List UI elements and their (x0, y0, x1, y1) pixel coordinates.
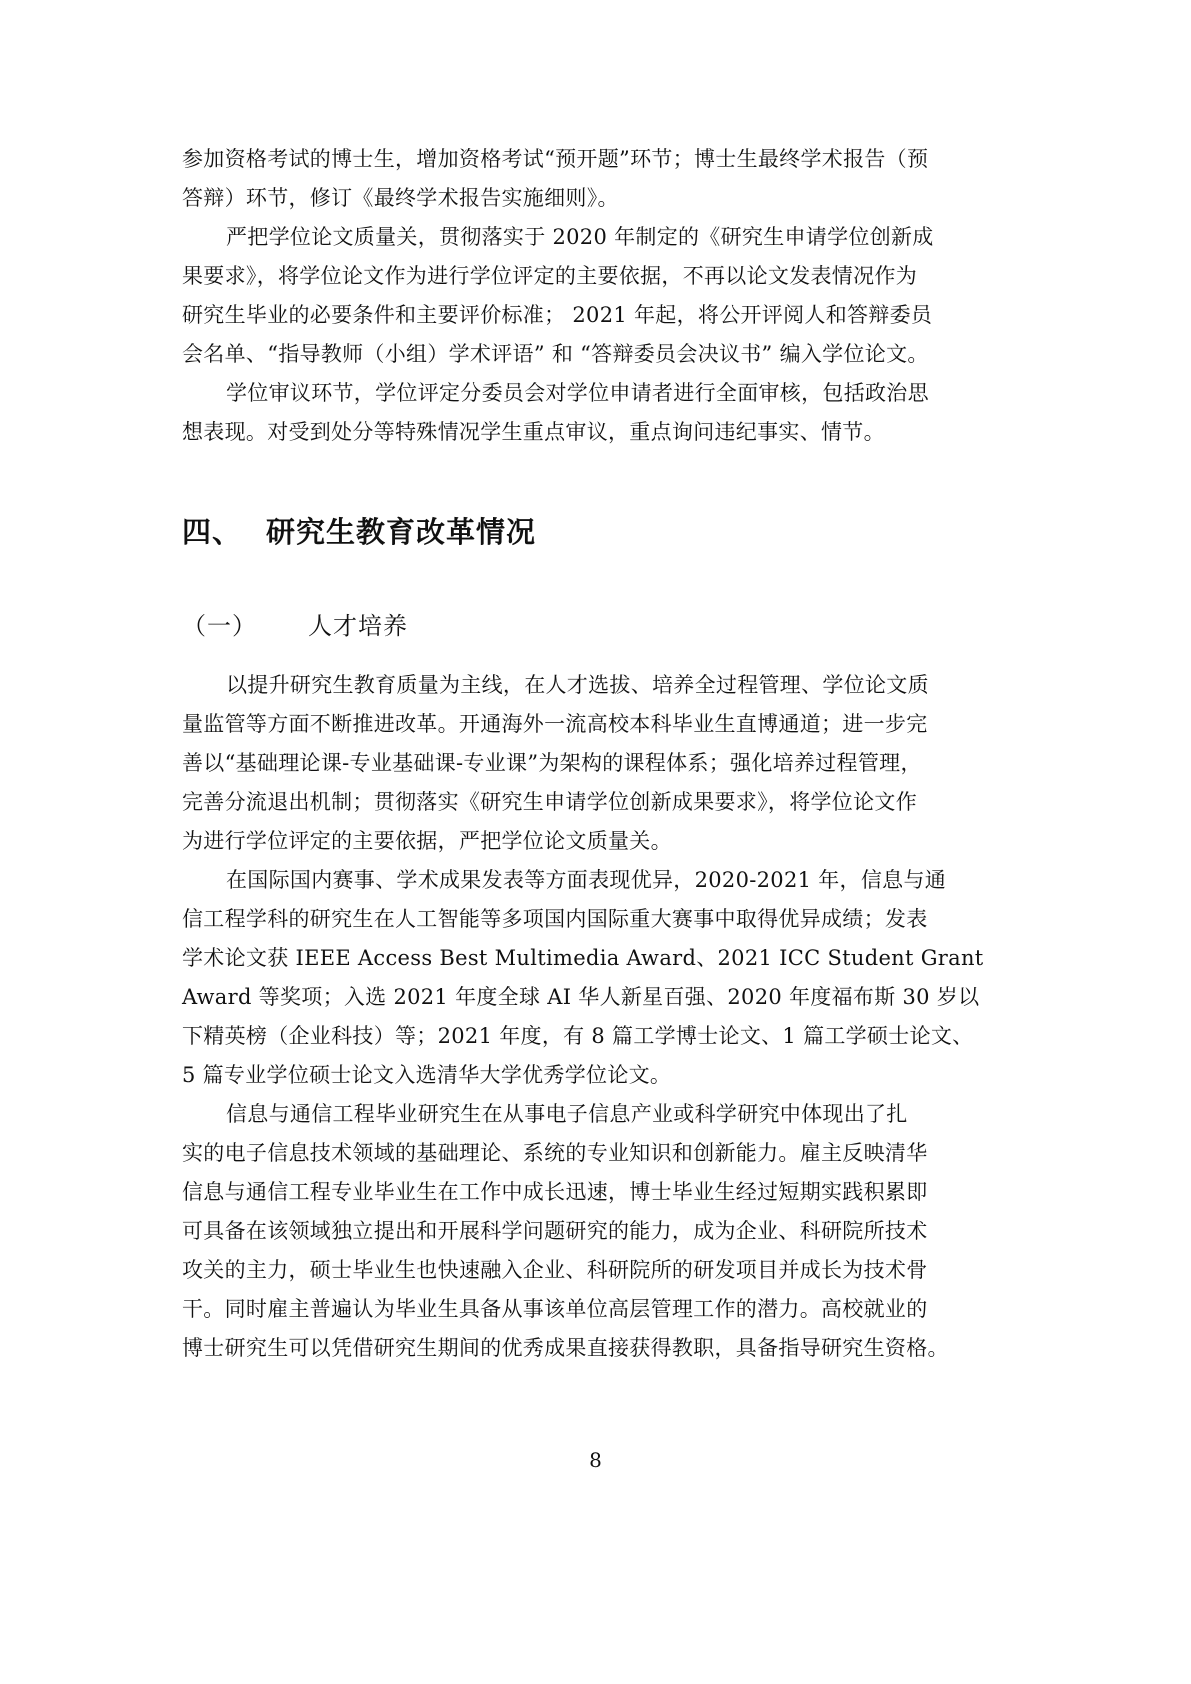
paragraph-line: 想表现。对受到处分等特殊情况学生重点审议，重点询问违纪事实、情节。 (182, 420, 885, 444)
paragraph-line: 博士研究生可以凭借研究生期间的优秀成果直接获得教职，具备指导研究生资格。 (182, 1336, 949, 1360)
paragraph-line: 量监管等方面不断推进改革。开通海外一流高校本科毕业生直博通道；进一步完 (182, 712, 928, 736)
subsection-heading-title: 人才培养 (308, 612, 408, 640)
paragraph-line: Award 等奖项；入选 2021 年度全球 AI 华人新星百强、2020 年度福布斯 30 岁以 (182, 985, 980, 1009)
section-qualification-text (182, 140, 1012, 452)
paragraph-line: 为进行学位评定的主要依据，严把学位论文质量关。 (182, 829, 672, 853)
paragraph-line: 善以“基础理论课-专业基础课-专业课”为架构的课程体系；强化培养过程管理， (182, 751, 922, 775)
section-heading-title: 研究生教育改革情况 (266, 515, 537, 549)
section-talent-cultivation-text (182, 666, 1012, 1368)
paragraph-line: 学术论文获 IEEE Access Best Multimedia Award、2021 ICC Student Grant (182, 946, 984, 970)
paragraph-line: 参加资格考试的博士生，增加资格考试“预开题”环节；博士生最终学术报告（预 (182, 147, 929, 171)
page-number: 8 (589, 1448, 602, 1472)
paragraph-line: 学位审议环节，学位评定分委员会对学位申请者进行全面审核，包括政治思 (226, 381, 929, 405)
paragraph-line: 答辩）环节，修订《最终学术报告实施细则》。 (182, 186, 619, 210)
section-heading (182, 510, 536, 551)
subsection-heading (182, 606, 408, 641)
paragraph-line: 可具备在该领域独立提出和开展科学问题研究的能力，成为企业、科研院所技术 (182, 1219, 928, 1243)
section-heading-number: 四、 (182, 515, 243, 549)
paragraph-line: 完善分流退出机制；贯彻落实《研究生申请学位创新成果要求》，将学位论文作 (182, 790, 917, 814)
paragraph-line: 信工程学科的研究生在人工智能等多项国内国际重大赛事中取得优异成绩；发表 (182, 907, 928, 931)
paragraph-line: 5 篇专业学位硕士论文入选清华大学优秀学位论文。 (182, 1063, 672, 1087)
paragraph-line: 攻关的主力，硕士毕业生也快速融入企业、科研院所的研发项目并成长为技术骨 (182, 1258, 928, 1282)
subsection-heading-number: （一） (182, 612, 257, 640)
paragraph-line: 严把学位论文质量关，贯彻落实于 2020 年制定的《研究生申请学位创新成 (226, 225, 934, 249)
paragraph-line: 研究生毕业的必要条件和主要评价标准； 2021 年起，将公开评阅人和答辩委员 (182, 303, 933, 327)
paragraph-line: 下精英榜（企业科技）等；2021 年度，有 8 篇工学博士论文、1 篇工学硕士论文、 (182, 1024, 974, 1048)
paragraph-line: 果要求》，将学位论文作为进行学位评定的主要依据，不再以论文发表情况作为 (182, 264, 917, 288)
paragraph-line: 信息与通信工程毕业研究生在从事电子信息产业或科学研究中体现出了扎 (226, 1102, 908, 1126)
paragraph-line: 会名单、“指导教师（小组）学术评语” 和 “答辩委员会决议书” 编入学位论文。 (182, 342, 929, 366)
paragraph-line: 在国际国内赛事、学术成果发表等方面表现优异，2020-2021 年，信息与通 (226, 868, 947, 892)
paragraph-line: 以提升研究生教育质量为主线，在人才选拔、培养全过程管理、学位论文质 (226, 673, 929, 697)
paragraph-line: 实的电子信息技术领域的基础理论、系统的专业知识和创新能力。雇主反映清华 (182, 1141, 928, 1165)
paragraph-line: 干。同时雇主普遍认为毕业生具备从事该单位高层管理工作的潜力。高校就业的 (182, 1297, 928, 1321)
paragraph-line: 信息与通信工程专业毕业生在工作中成长迅速，博士毕业生经过短期实践积累即 (182, 1180, 928, 1204)
